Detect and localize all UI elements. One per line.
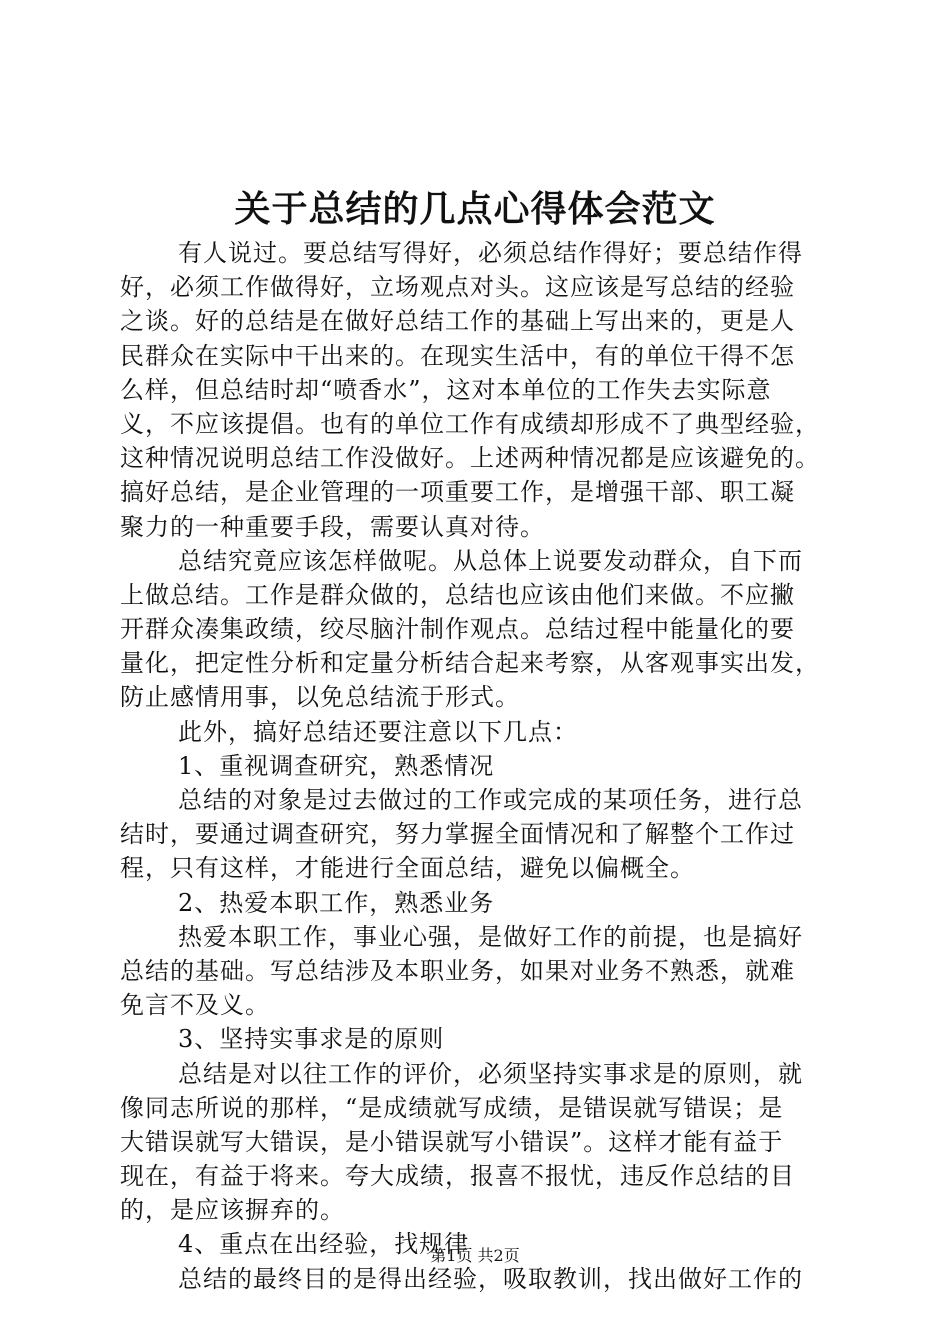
body-line: 好，必须工作做得好，立场观点对头。这应该是写总结的经验 bbox=[120, 273, 795, 302]
body-line: 程，只有这样，才能进行全面总结，避免以偏概全。 bbox=[120, 854, 695, 883]
body-line: 总结是对以往工作的评价，必须坚持实事求是的原则，就 bbox=[178, 1059, 803, 1088]
body-line: 像同志所说的那样，“是成绩就写成绩，是错误就写错误；是 bbox=[120, 1093, 784, 1122]
body-line: 2、热爱本职工作，熟悉业务 bbox=[178, 888, 495, 917]
body-line: 结时，要通过调查研究，努力掌握全面情况和了解整个工作过 bbox=[120, 820, 795, 849]
body-line: 义，不应该提倡。也有的单位工作有成绩却形成不了典型经验， bbox=[120, 409, 820, 438]
body-line: 有人说过。要总结写得好，必须总结作得好；要总结作得 bbox=[178, 239, 803, 267]
body-line: 聚力的一种重要手段，需要认真对待。 bbox=[120, 512, 545, 541]
body-line: 之谈。好的总结是在做好总结工作的基础上写出来的，更是人 bbox=[120, 307, 795, 336]
body-line: 这种情况说明总结工作没做好。上述两种情况都是应该避免的。 bbox=[120, 444, 820, 473]
body-line: 总结的对象是过去做过的工作或完成的某项任务，进行总 bbox=[178, 786, 803, 814]
body-line: 现在，有益于将来。夸大成绩，报喜不报忧，违反作总结的目 bbox=[120, 1162, 795, 1191]
body-line: 3、坚持实事求是的原则 bbox=[178, 1025, 445, 1054]
body-line: 免言不及义。 bbox=[120, 991, 270, 1020]
document-body bbox=[120, 236, 840, 1296]
body-line: 4、重点在出经验，找规律 bbox=[178, 1230, 470, 1259]
page-footer: 第1页 共2页 bbox=[430, 1246, 520, 1265]
body-line: 防止感情用事，以免总结流于形式。 bbox=[120, 683, 520, 712]
body-line: 1、重视调查研究，熟悉情况 bbox=[178, 751, 495, 780]
body-line: 此外，搞好总结还要注意以下几点： bbox=[178, 717, 578, 746]
body-line: 的，是应该摒弃的。 bbox=[120, 1196, 345, 1225]
body-line: 总结究竟应该怎样做呢。从总体上说要发动群众，自下而 bbox=[178, 546, 803, 575]
body-line: 热爱本职工作，事业心强，是做好工作的前提，也是搞好 bbox=[178, 922, 803, 951]
body-line: 开群众凑集政绩，绞尽脑汁制作观点。总结过程中能量化的要 bbox=[120, 615, 795, 644]
body-line: 么样，但总结时却“喷香水”，这对本单位的工作失去实际意 bbox=[120, 375, 772, 404]
body-line: 量化，把定性分析和定量分析结合起来考察，从客观事实出发， bbox=[120, 649, 820, 678]
body-line: 上做总结。工作是群众做的，总结也应该由他们来做。不应撇 bbox=[120, 580, 795, 609]
document-title: 关于总结的几点心得体会范文 bbox=[234, 188, 716, 230]
body-line: 总结的基础。写总结涉及本职业务，如果对业务不熟悉，就难 bbox=[120, 956, 795, 985]
body-line: 大错误就写大错误，是小错误就写小错误”。这样才能有益于 bbox=[120, 1127, 784, 1156]
body-line: 搞好总结，是企业管理的一项重要工作，是增强干部、职工凝 bbox=[120, 478, 795, 507]
body-line: 民群众在实际中干出来的。在现实生活中，有的单位干得不怎 bbox=[120, 341, 795, 370]
body-line: 总结的最终目的是得出经验，吸取教训，找出做好工作的 bbox=[178, 1264, 803, 1293]
